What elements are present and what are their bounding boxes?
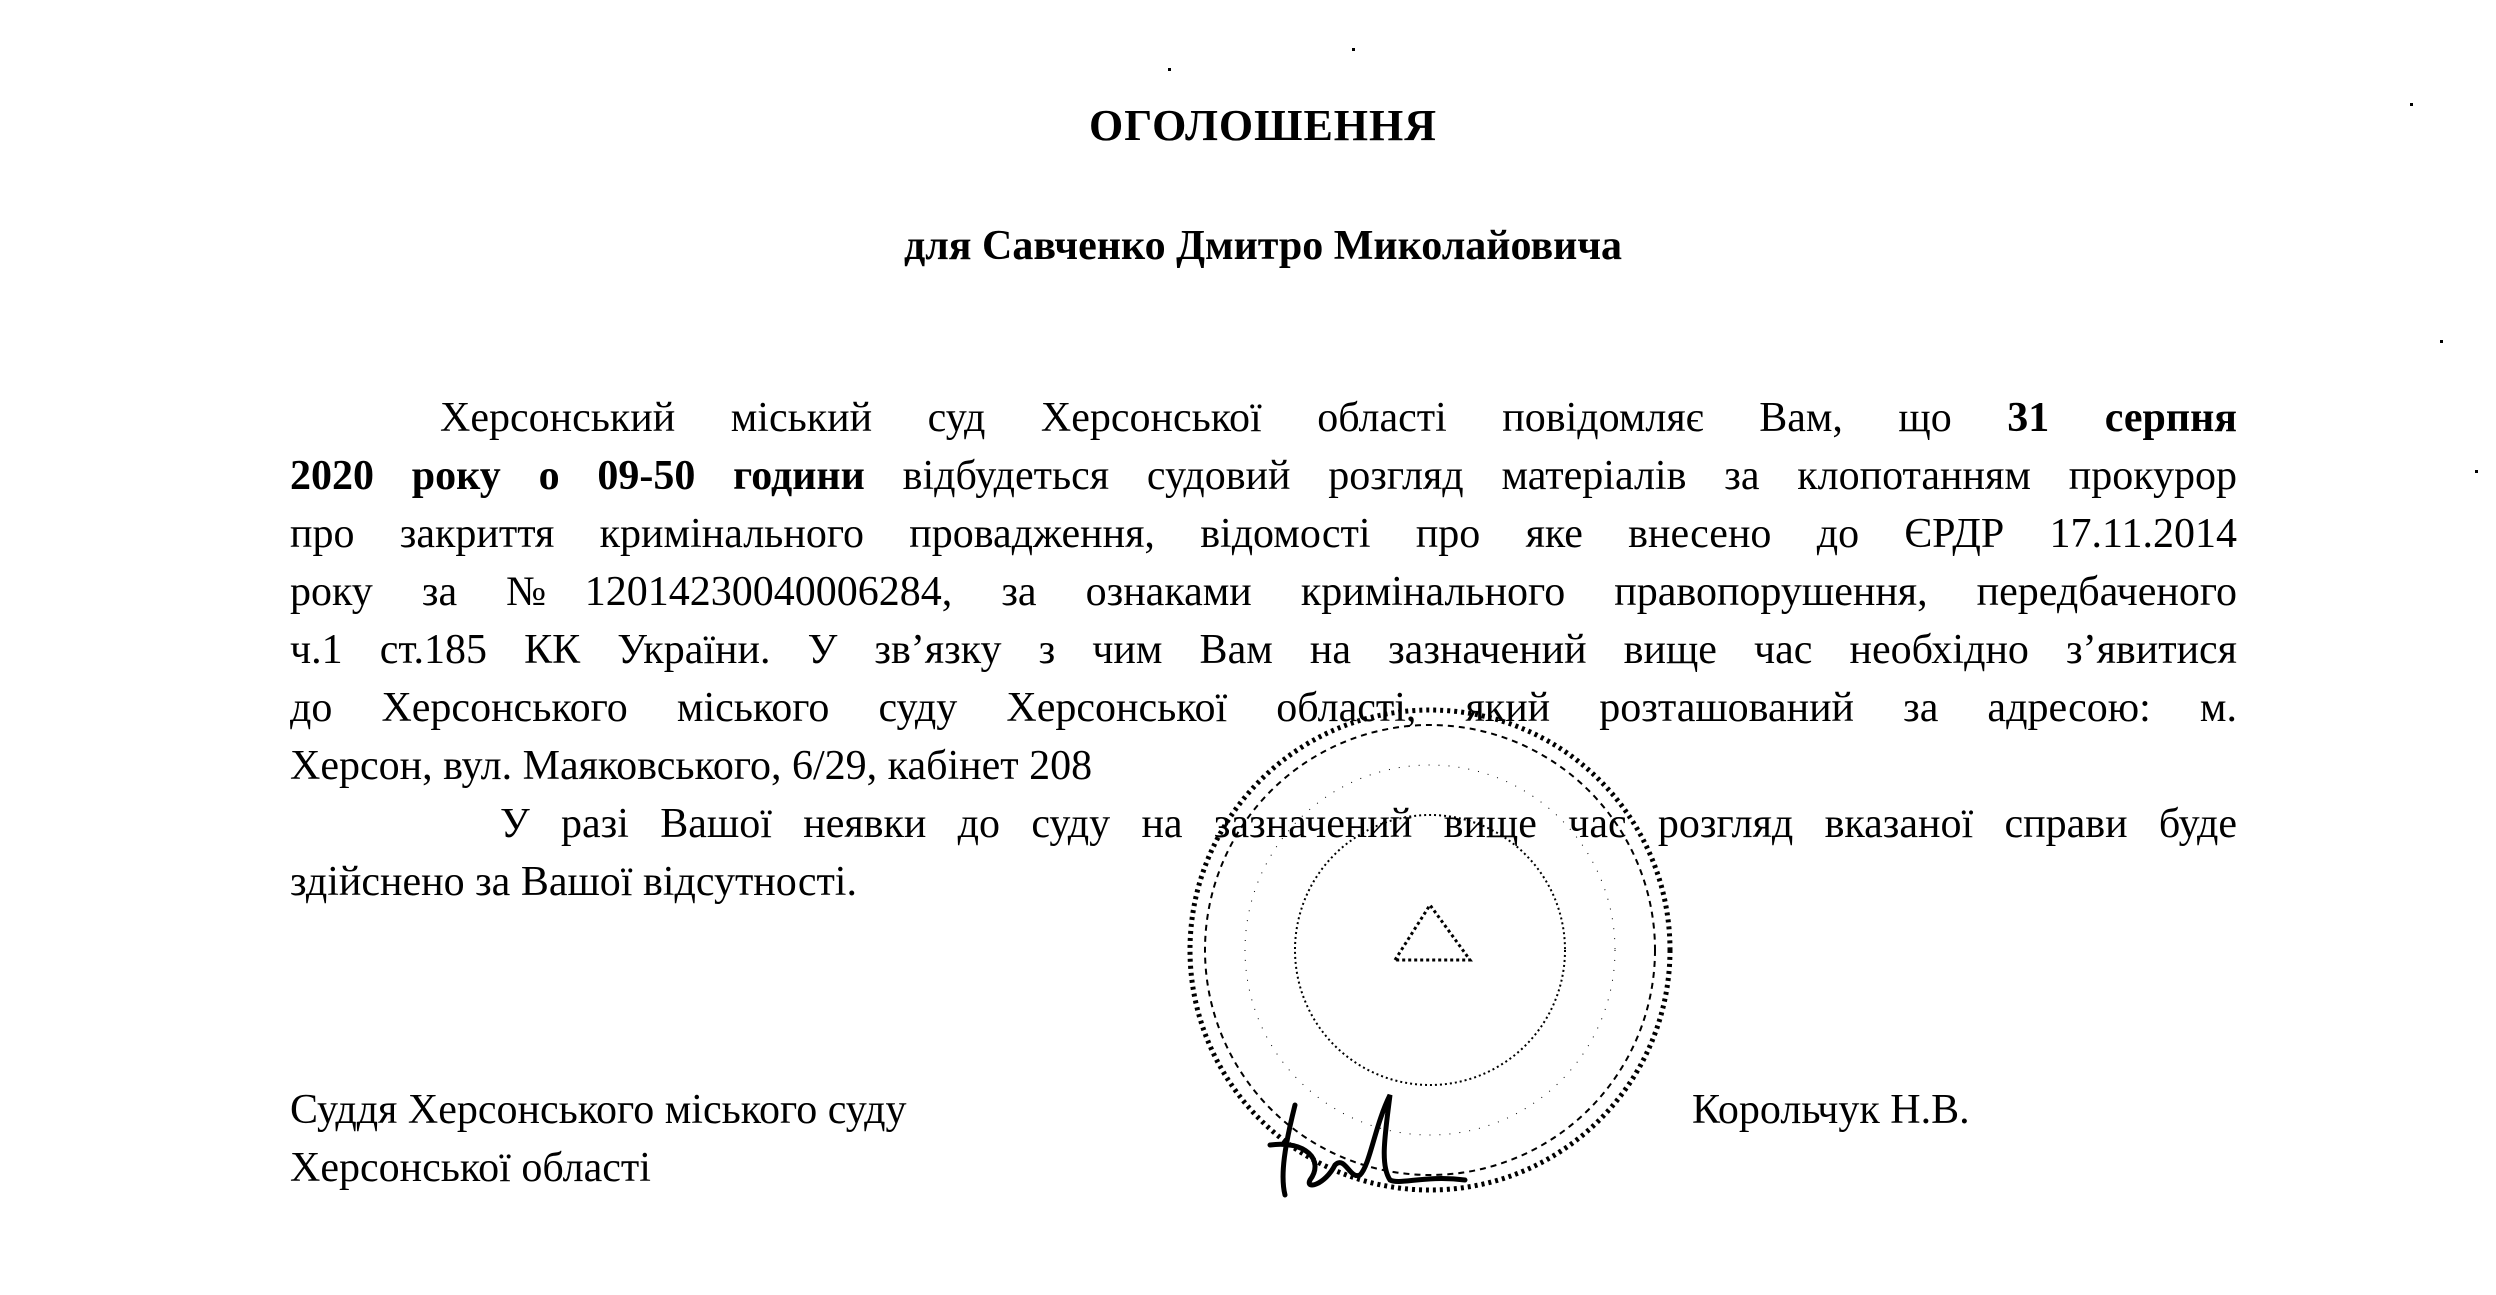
- document-title: ОГОЛОШЕННЯ: [1088, 101, 1438, 150]
- body-line: про закриття кримінального провадження, відомості про яке внесено до ЄРДР 17.11.2014: [290, 511, 2237, 557]
- body-line: здійснено за Вашої відсутності.: [290, 859, 857, 905]
- handwritten-signature: [1265, 1085, 1485, 1205]
- scan-speck: [1352, 48, 1355, 51]
- scan-speck: [2440, 340, 2443, 343]
- hearing-date: 31 серпня: [2007, 395, 2237, 441]
- hearing-time: 2020 року о 09-50 години: [290, 453, 865, 499]
- scan-speck: [1168, 68, 1171, 71]
- body-line: [290, 451, 2237, 501]
- body-line: року за №12014230040006284, за ознаками кримінального правопорушення, передбаченого: [290, 569, 2237, 615]
- addressee: для Савченко Дмитро Миколайовича: [903, 223, 1623, 269]
- signer-position: Суддя Херсонського міського суду: [290, 1087, 907, 1133]
- body-line: ч.1 ст.185 КК України. У зв’язку з чим Вам на зазначений вище час необхідно з’явитися: [290, 627, 2237, 673]
- text: Херсонський міський суд Херсонської області повідомляє Вам, що: [440, 395, 2008, 441]
- text: відбудеться судовий розгляд матеріалів за клопотанням прокурор: [864, 453, 2238, 499]
- body-line: до Херсонського міського суду Херсонської області, який розташований за адресою: м.: [290, 685, 2237, 731]
- body-line: У разі Вашої неявки до суду на зазначений вище час розгляд вказаної справи буде: [500, 801, 2237, 847]
- body-line: Херсон, вул. Маяковського, 6/29, кабінет 208: [290, 743, 1093, 789]
- body-line: [290, 393, 2237, 443]
- signer-position-region: Херсонської області: [290, 1145, 651, 1191]
- scan-speck: [2475, 470, 2478, 473]
- judge-name: Корольчук Н.В.: [1692, 1087, 1970, 1133]
